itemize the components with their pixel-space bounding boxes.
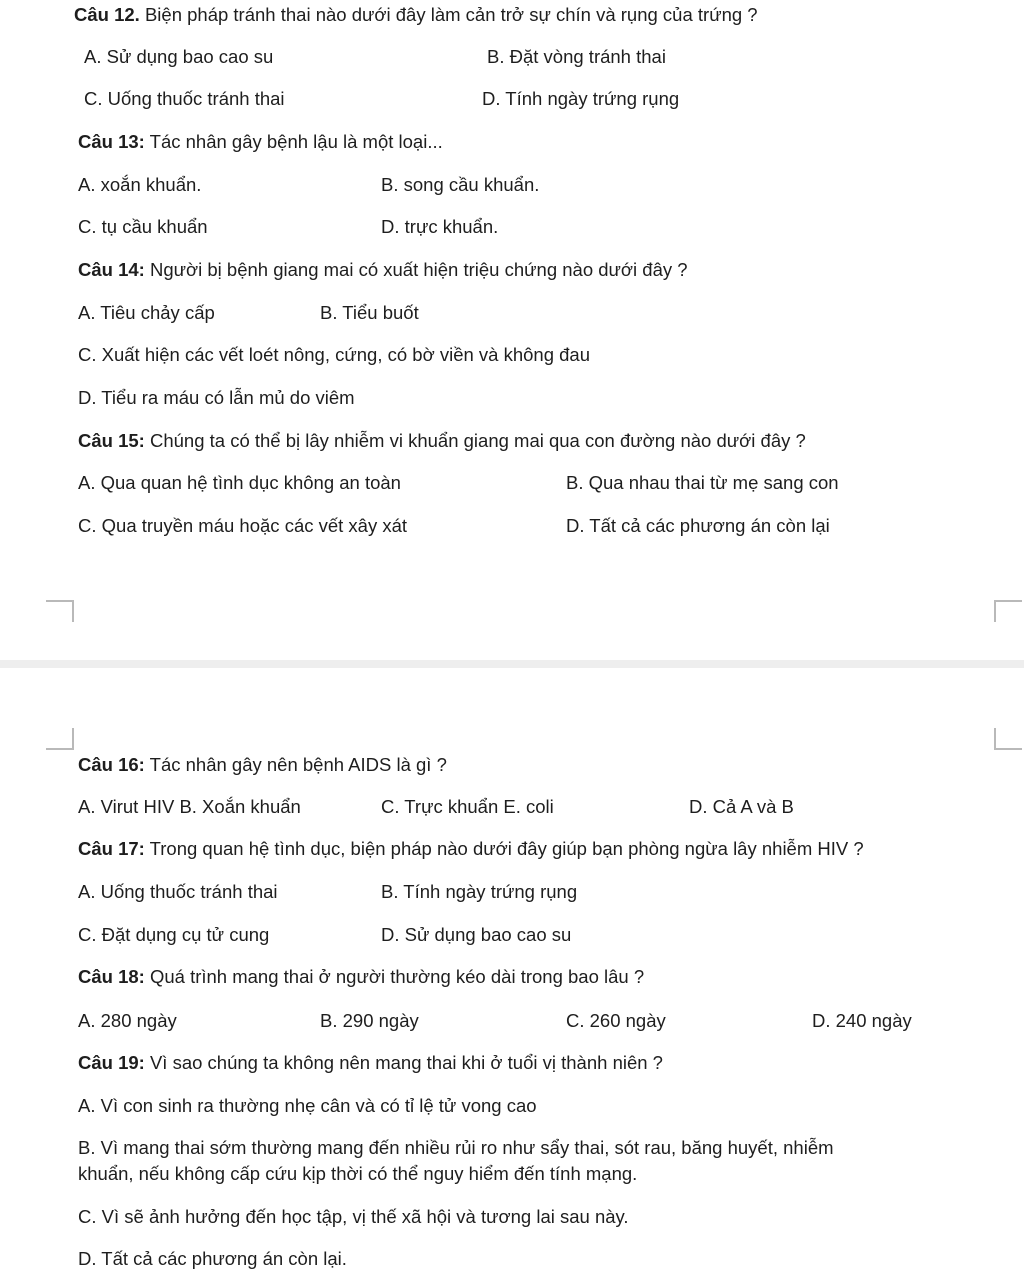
question-text: Chúng ta có thể bị lây nhiễm vi khuẩn giang mai qua con đường nào dưới đây ? xyxy=(149,430,806,451)
q16-option-ab: A. Virut HIV B. Xoắn khuẩn xyxy=(78,796,301,817)
question-label: Câu 12. xyxy=(74,4,140,25)
q17-option-c: C. Đặt dụng cụ tử cung xyxy=(78,924,270,945)
q18-option-a: A. 280 ngày xyxy=(78,1010,177,1031)
q14-option-d: D. Tiểu ra máu có lẫn mủ do viêm xyxy=(78,387,355,408)
q18-option-c: C. 260 ngày xyxy=(566,1010,666,1031)
q13-option-a: A. xoắn khuẩn. xyxy=(78,174,202,195)
question-13 xyxy=(78,131,443,153)
q16-option-d: D. Cả A và B xyxy=(689,796,794,817)
question-text: Tác nhân gây nên bệnh AIDS là gì ? xyxy=(149,754,447,775)
question-15 xyxy=(78,430,806,452)
q15-option-d: D. Tất cả các phương án còn lại xyxy=(566,515,830,536)
question-18 xyxy=(78,966,644,988)
q13-option-c: C. tụ cầu khuẩn xyxy=(78,216,208,237)
question-text: Tác nhân gây bệnh lậu là một loại... xyxy=(149,131,443,152)
q16-option-c: C. Trực khuẩn E. coli xyxy=(381,796,554,817)
q12-option-b: B. Đặt vòng tránh thai xyxy=(487,46,666,67)
page-corner-mark xyxy=(994,600,1022,622)
question-label: Câu 18: xyxy=(78,966,145,987)
q12-option-a: A. Sử dụng bao cao su xyxy=(84,46,274,67)
q17-option-a: A. Uống thuốc tránh thai xyxy=(78,881,278,902)
q14-option-a: A. Tiêu chảy cấp xyxy=(78,302,215,323)
question-17 xyxy=(78,838,864,860)
q13-option-d: D. trực khuẩn. xyxy=(381,216,499,237)
q18-option-b: B. 290 ngày xyxy=(320,1010,419,1031)
question-text: Trong quan hệ tình dục, biện pháp nào dưới đây giúp bạn phòng ngừa lây nhiễm HIV ? xyxy=(149,838,864,859)
q14-option-b: B. Tiểu buốt xyxy=(320,302,419,323)
q15-option-c: C. Qua truyền máu hoặc các vết xây xát xyxy=(78,515,408,536)
q14-option-c: C. Xuất hiện các vết loét nông, cứng, có bờ viền và không đau xyxy=(78,344,591,365)
question-label: Câu 17: xyxy=(78,838,145,859)
q13-option-b: B. song cầu khuẩn. xyxy=(381,174,540,195)
q19-option-b: B. Vì mang thai sớm thường mang đến nhiều rủi ro như sẩy thai, sót rau, băng huyết, nhiễm xyxy=(78,1137,834,1158)
question-text: Biện pháp tránh thai nào dưới đây làm cản trở sự chín và rụng của trứng ? xyxy=(144,4,758,25)
question-12 xyxy=(74,4,758,26)
question-text: Người bị bệnh giang mai có xuất hiện triệu chứng nào dưới đây ? xyxy=(149,259,688,280)
question-14 xyxy=(78,259,688,281)
q12-option-d: D. Tính ngày trứng rụng xyxy=(482,88,680,109)
page-corner-mark xyxy=(994,728,1022,750)
page-corner-mark xyxy=(46,600,74,622)
q12-option-c: C. Uống thuốc tránh thai xyxy=(84,88,285,109)
question-label: Câu 16: xyxy=(78,754,145,775)
question-16 xyxy=(78,754,447,776)
q18-option-d: D. 240 ngày xyxy=(812,1010,912,1031)
page-separator xyxy=(0,660,1024,668)
question-label: Câu 14: xyxy=(78,259,145,280)
question-text: Vì sao chúng ta không nên mang thai khi ở tuổi vị thành niên ? xyxy=(149,1052,663,1073)
question-label: Câu 15: xyxy=(78,430,145,451)
question-text: Quá trình mang thai ở người thường kéo dài trong bao lâu ? xyxy=(149,966,645,987)
q17-option-b: B. Tính ngày trứng rụng xyxy=(381,881,578,902)
q15-option-a: A. Qua quan hệ tình dục không an toàn xyxy=(78,472,401,493)
question-19 xyxy=(78,1052,663,1074)
question-label: Câu 19: xyxy=(78,1052,145,1073)
q19-option-d: D. Tất cả các phương án còn lại. xyxy=(78,1248,347,1269)
q19-option-a: A. Vì con sinh ra thường nhẹ cân và có tỉ lệ tử vong cao xyxy=(78,1095,537,1116)
q15-option-b: B. Qua nhau thai từ mẹ sang con xyxy=(566,472,839,493)
q17-option-d: D. Sử dụng bao cao su xyxy=(381,924,572,945)
q19-option-c: C. Vì sẽ ảnh hưởng đến học tập, vị thế xã hội và tương lai sau này. xyxy=(78,1206,629,1227)
q19-option-b-continued: khuẩn, nếu không cấp cứu kịp thời có thể nguy hiểm đến tính mạng. xyxy=(78,1163,638,1184)
page-corner-mark xyxy=(46,728,74,750)
question-label: Câu 13: xyxy=(78,131,145,152)
